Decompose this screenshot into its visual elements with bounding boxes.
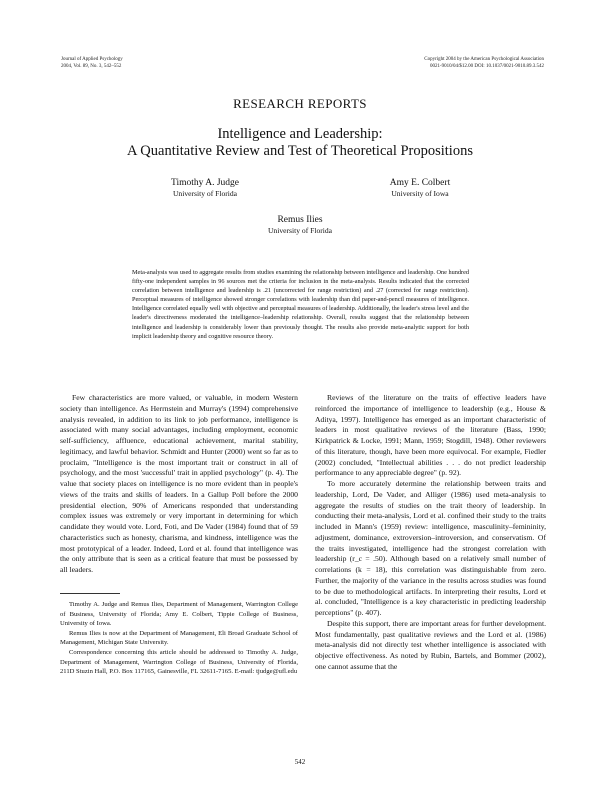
article-title	[0, 126, 600, 160]
journal-volume: 2004, Vol. 89, No. 3, 542–552	[61, 63, 122, 69]
page-number: 542	[294, 758, 306, 766]
body-column-left	[60, 393, 298, 576]
author-note	[60, 600, 298, 677]
body-paragraph: Reviews of the literature on the traits of effective leaders have reinforced the importance of intelligence to leadership (e.g., House & Aditya, 1997). Intelligence has emerged as an important characteristic of leaders in most qualitative reviews of the literature (Bass, 1990; Kirkpatrick & Locke, 1991; Mann, 1959; Stogdill, 1948). Other reviewers of this literature, though, have been more equivocal. For example, Fiedler (2002) concluded, "Intellectual abilities . . . do not predict leadership performance to any appreciable degree" (p. 92).	[315, 393, 546, 478]
section-title: RESEARCH REPORTS	[233, 96, 367, 111]
body-paragraph: To more accurately determine the relationship between traits and leadership, Lord, De Vader, and Alliger (1986) used meta-analysis to aggregate the results of studies on the trait theory of leadership. In conducting their meta-analysis, Lord et al. confined their study to the traits included in Mann's (1959) review: intelligence, masculinity–femininity, adjustment, dominance, extroversion–introversion, and conservatism. Of the traits investigated, intelligence had the strongest correlation with leadership (r_c = .50). Although based on a relatively small number of correlations (k = 18), this correlation was distinguishable from zero. Further, the majority of the variance in the results across studies was found to be due to methodological artifacts. In interpreting their results, Lord et al. concluded, "Intelligence is a key characteristic in predicting leadership perceptions" (p. 407).	[315, 479, 546, 617]
title-line-1: Intelligence and Leadership:	[217, 126, 383, 142]
footnote-divider	[60, 593, 120, 594]
author-block	[335, 178, 505, 199]
body-paragraph: Despite this support, there are important areas for further development. Most fundamentally, past qualitative reviews and the Lord et al. (1986) meta-analysis did not directly test whether intelligence is associated with objective effectiveness. As noted by Rubin, Bartels, and Bommer (2002), one cannot assume that the	[315, 618, 546, 671]
author-affiliation: University of Florida	[267, 226, 333, 235]
author-name: Remus Ilies	[277, 215, 323, 225]
body-column-right	[315, 393, 546, 673]
journal-citation	[61, 57, 123, 70]
journal-name: Journal of Applied Psychology	[61, 57, 123, 62]
footnote-paragraph: Remus Ilies is now at the Department of Management, Eli Broad Graduate School of Management, Michigan State University.	[60, 629, 298, 647]
author-name: Amy E. Colbert	[389, 178, 451, 188]
footnote-paragraph: Timothy A. Judge and Remus Ilies, Department of Management, Warrington College of Business, University of Florida; Amy E. Colbert, Tippie College of Business, University of Iowa.	[60, 601, 298, 628]
doi-line: 0021-9010/04/$12.00 DOI: 10.1037/0021-9010.89.3.542	[429, 63, 544, 69]
copyright-notice	[424, 57, 544, 70]
title-line-2: A Quantitative Review and Test of Theoretical Propositions	[127, 143, 473, 159]
body-paragraph: Few characteristics are more valued, or valuable, in modern Western society than intelligence. As Herrnstein and Murray's (1994) comprehensive analysis revealed, in addition to its link to job performance, intelligence is associated with many social advantages, including employment, economic self-sufficiency, affluence, educational achievement, marital stability, legitimacy, and lawful behavior. Schmidt and Hunter (2000) went so far as to proclaim, "Intelligence is the most important trait or construct in all of psychology, and the most 'successful' trait in applied psychology" (p. 4). The value that society places on intelligence is no more evident than in people's views of the traits and skills of leaders. In a Gallup Poll before the 2000 presidential election, 90% of Americans responded that understanding complex issues was extremely or very important in determining for which candidate they would vote. Lord, Foti, and De Vader (1984) found that of 59 characteristics such as honesty, charisma, and kindness, intelligence was the most prototypical of a leader. Indeed, Lord et al. found that intelligence was the only attribute that is seen as a critical feature that must be possessed by all leaders.	[60, 393, 298, 574]
author-block	[210, 215, 390, 236]
copyright-line: Copyright 2004 by the American Psychological Association	[424, 57, 544, 62]
author-name: Timothy A. Judge	[170, 178, 239, 188]
author-block	[130, 178, 280, 199]
author-affiliation: University of Iowa	[391, 189, 449, 198]
footnote-paragraph: Correspondence concerning this article should be addressed to Timothy A. Judge, Department of Management, Warrington College of Business, University of Florida, 211D Stuzin Hall, P.O. Box 117165, Gainesville, FL 32611-7165. E-mail: tjudge@ufl.edu	[60, 648, 298, 676]
author-affiliation: University of Florida	[172, 189, 238, 198]
abstract: Meta-analysis was used to aggregate results from studies examining the relationship between intelligence and leadership. One hundred fifty-one independent samples in 96 sources met the criteria for inclusion in the meta-analysis. Results indicated that the corrected correlation between intelligence and leadership is .21 (uncorrected for range restriction) and .27 (corrected for range restriction). Perceptual measures of intelligence showed stronger correlations with leadership than did paper-and-pencil measures of intelligence. Intelligence correlated equally well with objective and perceptual measures of leadership. Additionally, the leader's stress level and the leader's directiveness moderated the intelligence–leadership relationship. Overall, results suggest that the relationship between intelligence and leadership is considerably lower than previously thought. The results also provide meta-analytic support for both implicit leadership theory and cognitive resource theory.	[132, 269, 469, 340]
